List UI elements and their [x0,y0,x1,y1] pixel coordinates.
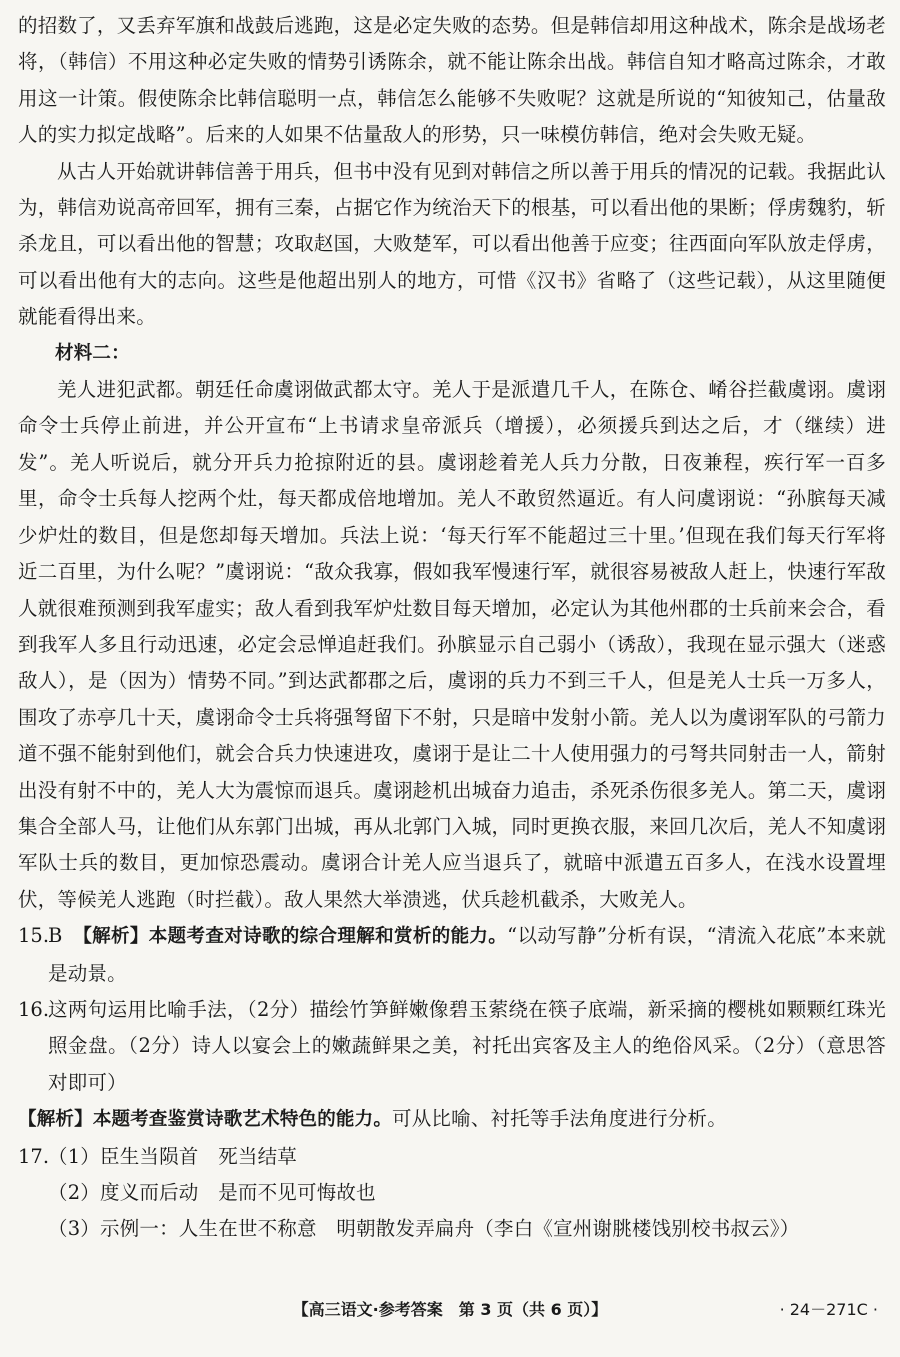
paragraph-han-xin-talent: 从古人开始就讲韩信善于用兵，但书中没有见到对韩信之所以善于用兵的情况的记载。我据此认为，韩信劝说高帝回军，拥有三秦，占据它作为统治天下的根基，可以看出他的果断；俘虏魏豹，斩杀龙且，可以看出他的智慧；攻取赵国，大败楚军，可以看出他善于应变；往西面向军队放走俘虏，可以看出他有大的志向。这些是他超出别人的地方，可惜《汉书》省略了（这些记载），从这里随便就能看得出来。 [18,159,886,329]
question-16 [18,992,886,1139]
material-two-heading: 材料二： [55,342,130,364]
question-number: 16. [18,997,50,1021]
paragraph-yu-xu: 羌人进犯武都。朝廷任命虞诩做武都太守。羌人于是派遣几千人，在陈仓、崤谷拦截虞诩。虞诩命令士兵停止前进，并公开宣布“上书请求皇帝派兵（增援），必须援兵到达之后，才（继续）进发”。羌人听说后，就分开兵力抢掠附近的县。虞诩趁着羌人兵力分散，日夜兼程，疾行军一百多里，命令士兵每人挖两个灶，每天都成倍地增加。羌人不敢贸然逼近。有人问虞诩说：“孙膑每天减少炉灶的数目，但是您却每天增加。兵法上说：‘每天行军不能超过三十里。’但现在我们每天行军将近二百里，为什么呢？”虞诩说：“敌众我寡，假如我军慢速行军，就很容易被敌人赶上，快速行军敌人就很难预测到我军虚实；敌人看到我军炉灶数目每天增加，必定认为其他州郡的士兵前来会合，看到我军人多且行动迅速，必定会忌惮追赶我们。孙膑显示自己弱小（诱敌），我现在显示强大（迷惑敌人），是（因为）情势不同。”到达武都郡之后，虞诩的兵力不到三千人，但是羌人士兵一万多人，围攻了赤亭几十天，虞诩命令士兵将强弩留下不射，只是暗中发射小箭。羌人以为虞诩军队的弓箭力道不强不能射到他们，就会合兵力快速进攻，虞诩于是让二十人使用强力的弓弩共同射击一人，箭射出没有射不中的，羌人大为震惊而退兵。虞诩趁机出城奋力追击，杀死杀伤很多羌人。第二天，虞诩集合全部人马，让他们从东郭门出城，再从北郭门入城，同时更换衣服，来回几次后，羌人不知虞诩军队士兵的数目，更加惊恐震动。虞诩合计羌人应当退兵了，就暗中派遣五百多人，在浅水设置埋伏，等候羌人逃跑（时拦截）。敌人果然大举溃逃，伏兵趁机截杀，大败羌人。 [18,378,886,911]
analysis-focus: 本题考查对诗歌的综合理解和赏析的能力。 [148,926,508,948]
question-15-body [48,918,886,992]
analysis-text: 可从比喻、衬托等手法角度进行分析。 [392,1107,727,1131]
question-16-answer: 这两句运用比喻手法，（2分）描绘竹笋鲜嫩像碧玉萦绕在筷子底端，新采摘的樱桃如颗颗红珠光照金盘。（2分）诗人以宴会上的嫩蔬鲜果之美，衬托出宾客及主人的绝俗风采。（2分）（意思答对即可） [48,997,886,1094]
analysis-tag: 【解析】 [18,1109,93,1131]
question-number: 15. [18,924,50,948]
footer-exam-code: · 24－271C · [779,1300,878,1319]
question-16-analysis [18,1101,886,1138]
analysis-focus: 本题考查鉴赏诗歌艺术特色的能力。 [92,1109,393,1131]
question-17-item-2: （2）度义而后动 是而不见可悔故也 [48,1181,376,1204]
question-15-answer: B [48,924,63,948]
paragraph-han-xin-strategy: 的招数了，又丢弃军旗和战鼓后逃跑，这是必定失败的态势。但是韩信却用这种战术，陈余是战场老将，（韩信）不用这种必定失败的情势引诱陈余，就不能让陈余出战。韩信自知才略高过陈余，才敢用这一计策。假使陈余比韩信聪明一点，韩信怎么能够不失败呢？这就是所说的“知彼知己，估量敌人的实力拟定战略”。后来的人如果不估量敌人的形势，只一味模仿韩信，绝对会失败无疑。 [18,14,886,147]
question-15 [18,918,886,992]
answer-page [18,8,886,1248]
question-17 [18,1139,886,1248]
footer-page-info: 【高三语文·参考答案 第 3 页（共 6 页）】 [292,1300,608,1319]
analysis-tag: 【解析】 [82,926,149,948]
question-17-item-1: （1）臣生当陨首 死当结草 [48,1144,298,1168]
question-number: 17. [18,1144,50,1168]
analysis-text: “以动写静”分析有误，“清流入花底”本来就是动景。 [48,924,886,985]
question-17-item-3: （3）示例一：人生在世不称意 明朝散发弄扁舟（李白《宣州谢朓楼饯别校书叔云》） [48,1217,800,1241]
